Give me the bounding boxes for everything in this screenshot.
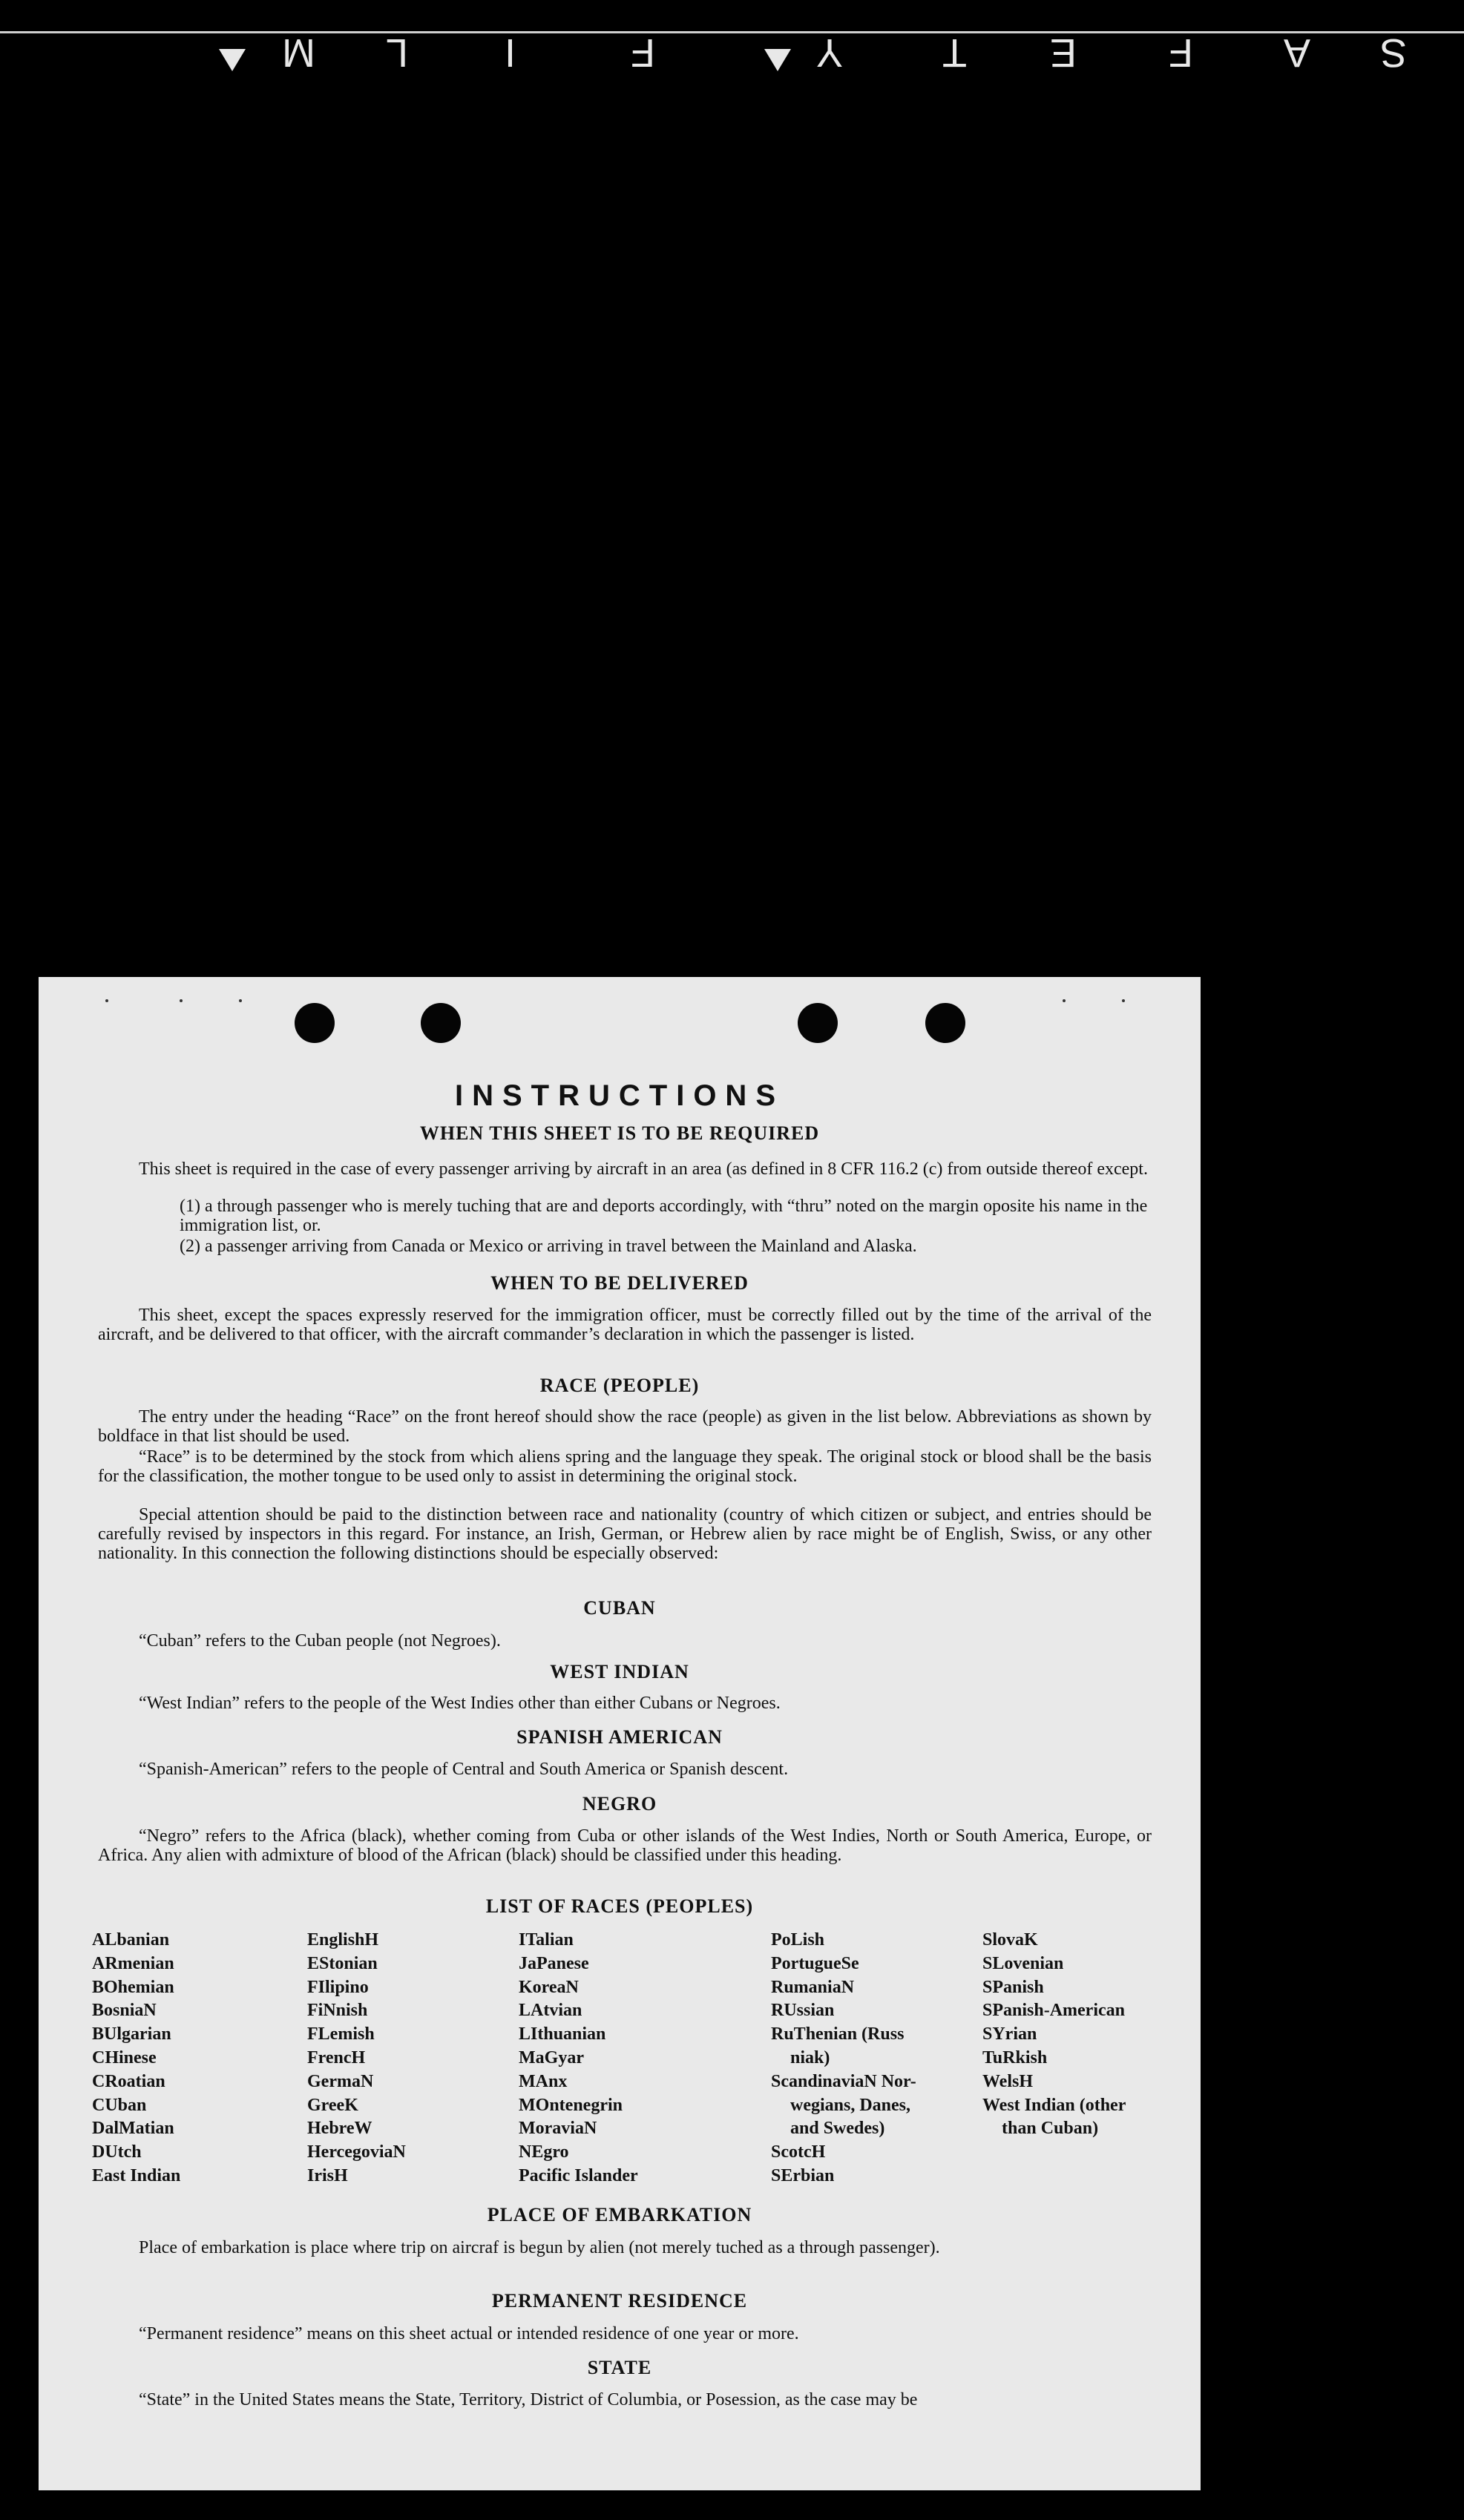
race-entry: West Indian (other <box>982 2095 1126 2115</box>
race-entry: HebreW <box>307 2119 372 2139</box>
state-paragraph: “State” in the United States means the State, Territory, District of Columbia, or Posession, as the case may be <box>139 2390 918 2409</box>
race-column-5 <box>982 1929 1126 2141</box>
race-entry: TuRkish <box>982 2047 1048 2067</box>
film-letter: F <box>1169 30 1193 75</box>
race-entry: SPanish-American <box>982 2001 1125 2021</box>
page-title: INSTRUCTIONS <box>455 1079 784 1112</box>
film-letter: T <box>942 30 967 75</box>
speck <box>239 999 242 1002</box>
film-triangle-icon <box>219 49 246 71</box>
race-entry: SPanish <box>982 1977 1044 1997</box>
speck <box>180 999 183 1002</box>
race-entry: than Cuban) <box>1002 2119 1099 2139</box>
section-heading-west-indian: WEST INDIAN <box>550 1661 689 1682</box>
race-entry: LAtvian <box>519 2001 582 2021</box>
film-letter: M <box>282 30 315 75</box>
race-entry: RUssian <box>771 2001 835 2021</box>
race-entry: CHinese <box>92 2047 157 2067</box>
speck <box>105 999 108 1002</box>
race-entry: MaGyar <box>519 2047 584 2067</box>
film-letter: Y <box>816 30 844 75</box>
race-entry: GermaN <box>307 2071 374 2091</box>
embarkation-paragraph: Place of embarkation is place where trip on aircraf is begun by alien (not merely tuched as a through passenger). <box>139 2238 940 2257</box>
race-paragraph-1: The entry under the heading “Race” on the front hereof should show the race (people) as given in the list below. Abbreviations as shown by boldface in that list should be used. <box>98 1407 1152 1446</box>
film-letter: L <box>386 30 409 75</box>
race-entry: CUban <box>92 2095 147 2115</box>
section-heading-race: RACE (PEOPLE) <box>539 1375 700 1396</box>
section-heading-negro: NEGRO <box>582 1793 657 1815</box>
section-heading-list-of-races: LIST OF RACES (PEOPLES) <box>485 1895 754 1917</box>
punch-hole-icon <box>295 1003 335 1043</box>
section-heading-cuban: CUBAN <box>583 1597 656 1619</box>
race-paragraph-3: Special attention should be paid to the distinction between race and nationality (country of which citizen or subject, and entries should be carefully revised by inspectors in this regard. For instance, an Irish, German, or Hebrew alien by race might be of English, Swiss, or any other nationality. In this connection the following distinctions should be especially observed: <box>98 1505 1152 1563</box>
race-entry: MoraviaN <box>519 2119 597 2139</box>
race-entry: MOntenegrin <box>519 2095 623 2115</box>
race-entry: FrencH <box>307 2047 366 2067</box>
section-heading-delivered: WHEN TO BE DELIVERED <box>490 1272 749 1294</box>
race-entry: DalMatian <box>92 2119 174 2139</box>
race-entry: NEgro <box>519 2142 569 2162</box>
race-entry: SErbian <box>771 2165 835 2185</box>
film-letter: E <box>1050 30 1077 75</box>
race-entry: BOhemian <box>92 1977 174 1997</box>
speck <box>1063 999 1066 1002</box>
race-entry: EStonian <box>307 1953 378 1973</box>
instruction-sheet <box>39 977 1201 2490</box>
race-entry: IrisH <box>307 2165 348 2185</box>
race-entry: ITalian <box>519 1930 574 1950</box>
section-heading-residence: PERMANENT RESIDENCE <box>491 2290 748 2312</box>
race-entry: FiNnish <box>307 2001 368 2021</box>
film-letter: I <box>505 30 516 75</box>
race-entry: HercegoviaN <box>307 2142 406 2162</box>
race-entry: RuThenian (Russ <box>771 2024 905 2044</box>
race-entry: ALbanian <box>92 1930 170 1950</box>
race-column-2 <box>307 1929 406 2188</box>
race-column-3 <box>519 1929 638 2188</box>
race-entry: RumaniaN <box>771 1977 855 1997</box>
race-entry: CRoatian <box>92 2071 165 2091</box>
race-entry: KoreaN <box>519 1977 579 1997</box>
punch-hole-icon <box>798 1003 838 1043</box>
race-entry: wegians, Danes, <box>790 2095 911 2115</box>
exception-item-2: (2) a passenger arriving from Canada or Mexico or arriving in travel between the Mainland and Alaska. <box>180 1237 917 1256</box>
race-entry: niak) <box>790 2047 830 2067</box>
race-entry: JaPanese <box>519 1953 589 1973</box>
race-entry: FIlipino <box>307 1977 369 1997</box>
race-entry: Pacific Islander <box>519 2165 638 2185</box>
race-entry: LIthuanian <box>519 2024 606 2044</box>
film-letter: S <box>1380 30 1408 75</box>
section-heading-required: WHEN THIS SHEET IS TO BE REQUIRED <box>419 1122 820 1144</box>
safety-film-edge-marking <box>148 30 1464 82</box>
race-entry: PortugueSe <box>771 1953 859 1973</box>
race-entry: BUlgarian <box>92 2024 171 2044</box>
film-letter: A <box>1284 30 1311 75</box>
race-entry: WelsH <box>982 2071 1034 2091</box>
race-column-4 <box>771 1929 916 2188</box>
race-entry: PoLish <box>771 1930 825 1950</box>
race-entry: SlovaK <box>982 1930 1038 1950</box>
race-entry: ARmenian <box>92 1953 174 1973</box>
residence-paragraph: “Permanent residence” means on this sheet actual or intended residence of one year or more. <box>139 2324 799 2343</box>
race-entry: East Indian <box>92 2165 181 2185</box>
race-entry: DUtch <box>92 2142 142 2162</box>
race-entry: BosniaN <box>92 2001 157 2021</box>
race-entry: FLemish <box>307 2024 375 2044</box>
race-entry: EnglishH <box>307 1930 379 1950</box>
film-letter: F <box>631 30 655 75</box>
race-entry: MAnx <box>519 2071 568 2091</box>
race-entry: GreeK <box>307 2095 358 2115</box>
delivered-paragraph: This sheet, except the spaces expressly reserved for the immigration officer, must be correctly filled out by the time of the arrival of the aircraft, and be delivered to that officer, with the aircraft commander’s declaration in which the passenger is listed. <box>98 1306 1152 1344</box>
negro-paragraph: “Negro” refers to the Africa (black), whether coming from Cuba or other islands of the West Indies, North or South America, Europe, or Africa. Any alien with admixture of blood of the African (black) should be classified under this heading. <box>98 1826 1152 1865</box>
punch-hole-icon <box>421 1003 461 1043</box>
race-entry: ScotcH <box>771 2142 826 2162</box>
spanish-american-paragraph: “Spanish-American” refers to the people of Central and South America or Spanish descent. <box>139 1760 789 1779</box>
west-indian-paragraph: “West Indian” refers to the people of the West Indies other than either Cubans or Negroes. <box>139 1694 781 1713</box>
race-entry: SLovenian <box>982 1953 1064 1973</box>
race-entry: and Swedes) <box>790 2119 885 2139</box>
section-heading-embarkation: PLACE OF EMBARKATION <box>487 2204 752 2225</box>
race-entry: ScandinaviaN Nor- <box>771 2071 916 2091</box>
required-paragraph: This sheet is required in the case of every passenger arriving by aircraft in an area (as defined in 8 CFR 116.2 (c) from outside thereof except. <box>139 1159 1148 1179</box>
race-column-1 <box>92 1929 180 2188</box>
film-triangle-icon <box>764 49 791 71</box>
section-heading-state: STATE <box>587 2357 652 2378</box>
race-paragraph-2: “Race” is to be determined by the stock from which aliens spring and the language they speak. The original stock or blood shall be the basis for the classification, the mother tongue to be used only to assist in determining the original stock. <box>98 1447 1152 1486</box>
race-entry: SYrian <box>982 2024 1037 2044</box>
speck <box>1122 999 1125 1002</box>
exception-item-1: (1) a through passenger who is merely tuching that are and deports accordingly, with “thru” noted on the margin oposite his name in the immigration list, or. <box>180 1197 1148 1235</box>
cuban-paragraph: “Cuban” refers to the Cuban people (not Negroes). <box>139 1631 501 1651</box>
section-heading-spanish-american: SPANISH AMERICAN <box>516 1726 723 1748</box>
punch-hole-icon <box>925 1003 965 1043</box>
